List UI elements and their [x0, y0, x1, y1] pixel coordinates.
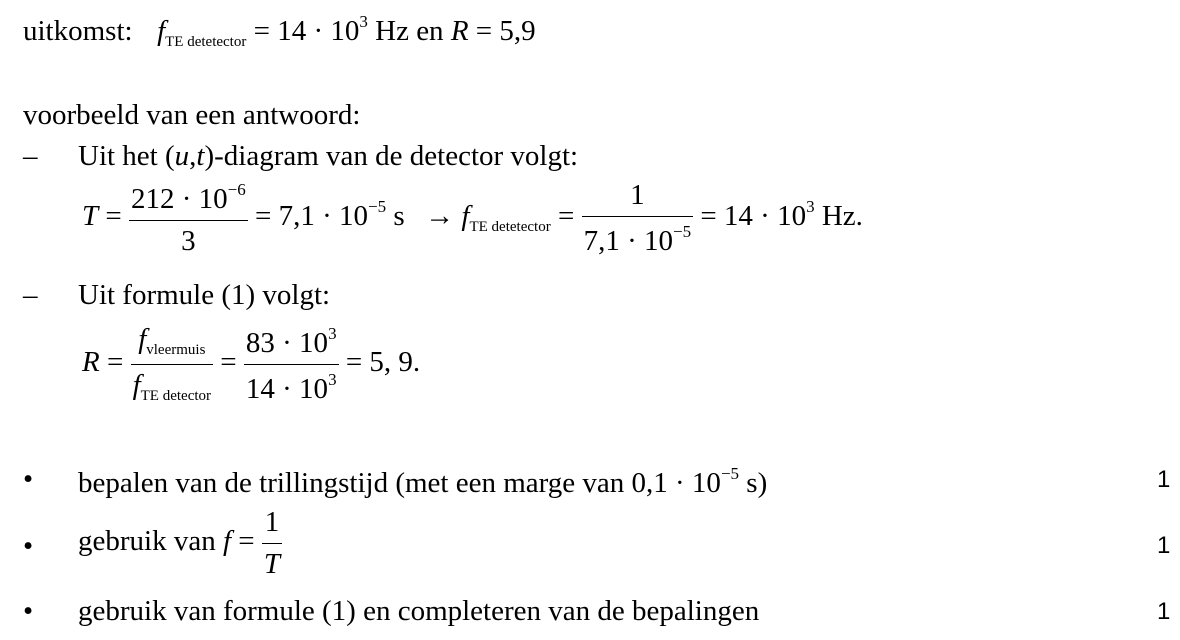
dash-marker: –: [23, 140, 38, 172]
step2-equation: R = $\frac{f_{vleermuis}}{f_{TE detector}}$ = $\frac{83 \cdot 10^3}{14 \cdot 10^3}$ = 5, 9.: [82, 323, 421, 405]
step2-text: Uit formule (1) volgt:: [78, 279, 331, 311]
period-fraction: $\frac{212 \cdot 10^{-6}}{3}$: [131, 180, 246, 257]
points-3: 1: [1157, 598, 1171, 625]
points-2: 1: [1157, 532, 1171, 559]
outcome-f-value: = 14 · 10: [253, 15, 360, 47]
outcome-f-exponent: 3: [359, 12, 368, 31]
arrow: →: [425, 200, 455, 233]
value-fraction: $\frac{83 \cdot 10^3}{14 \cdot 10^3}$: [245, 324, 337, 405]
f-subscript: TE detetector: [165, 34, 247, 50]
criterion-3: gebruik van formule (1) en completeren van de bepalingen: [78, 595, 760, 627]
f-fraction: $\frac{1}{T}$: [263, 506, 281, 580]
outcome-f-unit: Hz en: [375, 15, 444, 47]
dash-marker: –: [23, 279, 38, 311]
t-variable: t: [196, 140, 205, 172]
example-heading: voorbeeld van een antwoord:: [23, 99, 361, 131]
bullet-marker: •: [23, 595, 34, 627]
ratio-fraction: $\frac{f_{vleermuis}}{f_{TE detector}}$: [132, 323, 212, 404]
f-symbol: f: [461, 200, 470, 233]
f-symbol: f: [157, 15, 166, 47]
outcome-label: uitkomst:: [23, 15, 133, 47]
bullet-marker: •: [23, 530, 34, 562]
points-1: 1: [1157, 466, 1171, 493]
t-symbol: T: [82, 200, 99, 233]
outcome-line: [23, 13, 536, 50]
r-symbol: R: [82, 346, 100, 379]
bullet-marker: •: [23, 463, 34, 495]
criterion-2: gebruik van f = $\frac{1}{T}$: [78, 506, 281, 580]
u-variable: u: [174, 140, 190, 172]
r-symbol: R: [450, 15, 469, 47]
criterion-1: bepalen van de trillingstijd (met een marge van $0,1 \cdot 10^{-5}$ s): [78, 464, 768, 499]
step1-equation: T = $\frac{212 \cdot 10^{-6}}{3}$ = $7,1 \cdot 10^{-5}$ $s \to f_{TE detetector}$ = $\frac{1}{7,1 \cdot 10^{-5}}$ = $14 \cdot 10^3$ Hz.: [82, 179, 863, 257]
outcome-r-value: = 5,9: [475, 15, 536, 47]
step1-text: Uit het (u,t)-diagram van de detector volgt:: [78, 140, 579, 172]
frequency-fraction: $\frac{1}{7,1 \cdot 10^{-5}}$: [583, 179, 692, 257]
